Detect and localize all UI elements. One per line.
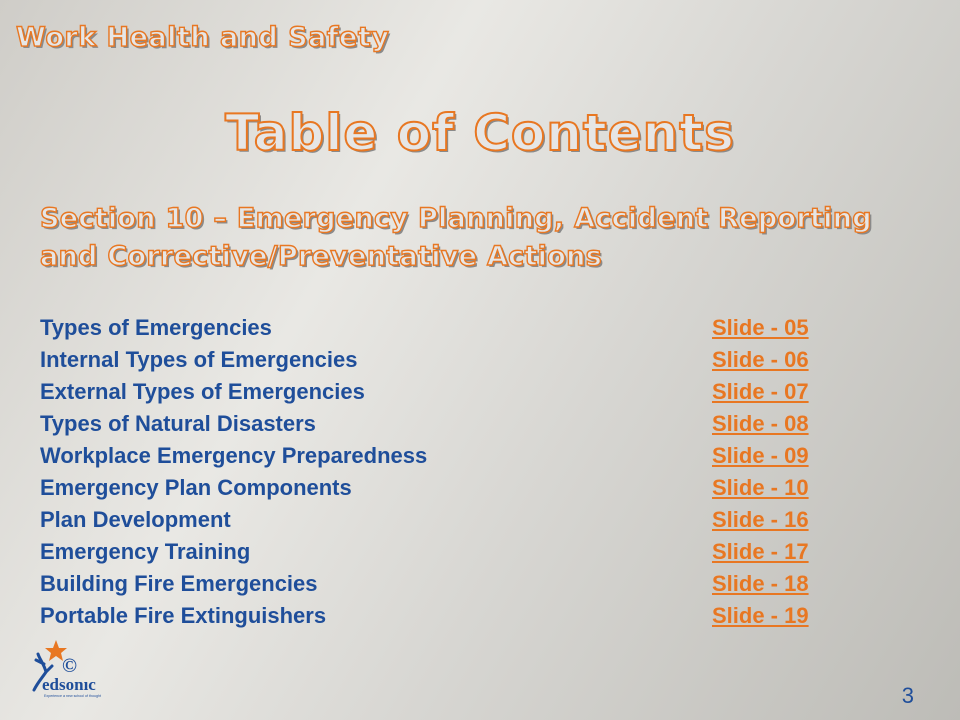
toc-slide-link[interactable]: Slide - 09	[712, 443, 809, 468]
toc-topic: Plan Development	[40, 507, 231, 532]
page-number: 3	[901, 683, 914, 708]
toc-topic: Internal Types of Emergencies	[40, 347, 358, 372]
toc-topic: Building Fire Emergencies	[40, 571, 318, 596]
toc-topic: Types of Emergencies	[40, 315, 272, 340]
logo-tagline: Experience a new school of thought	[44, 694, 101, 698]
toc-row	[40, 600, 840, 632]
toc-row	[40, 568, 840, 600]
toc-row	[40, 504, 840, 536]
toc-slide-link[interactable]: Slide - 19	[712, 603, 809, 628]
toc-row	[40, 472, 840, 504]
toc-slide-link[interactable]: Slide - 18	[712, 571, 809, 596]
toc-slide-link[interactable]: Slide - 16	[712, 507, 809, 532]
section-heading	[40, 200, 920, 276]
toc-topic: Emergency Plan Components	[40, 475, 352, 500]
toc-topic: Portable Fire Extinguishers	[40, 603, 327, 628]
toc-slide-link[interactable]: Slide - 07	[712, 379, 809, 404]
toc-slide-link[interactable]: Slide - 08	[712, 411, 809, 436]
toc-topic: Emergency Training	[40, 539, 251, 564]
section-heading-line-2: and Corrective/Preventative Actions	[40, 241, 602, 272]
section-heading-line-1: Section 10 – Emergency Planning, Accident Reporting	[40, 203, 872, 234]
toc-slide-link[interactable]: Slide - 17	[712, 539, 809, 564]
toc-topic: Types of Natural Disasters	[40, 411, 316, 436]
toc-row	[40, 376, 840, 408]
toc-slide-link[interactable]: Slide - 06	[712, 347, 809, 372]
toc-row	[40, 536, 840, 568]
toc-row	[40, 408, 840, 440]
edsonic-logo	[24, 638, 114, 700]
toc-topic: External Types of Emergencies	[40, 379, 365, 404]
toc-list	[40, 312, 840, 632]
toc-slide-link[interactable]: Slide - 05	[712, 315, 809, 340]
main-title: Table of Contents	[225, 104, 735, 162]
toc-topic: Workplace Emergency Preparedness	[40, 443, 428, 468]
toc-row	[40, 312, 840, 344]
toc-row	[40, 344, 840, 376]
toc-slide-link[interactable]: Slide - 10	[712, 475, 809, 500]
header-title: Work Health and Safety	[16, 22, 390, 53]
copyright-symbol: ©	[62, 655, 77, 677]
logo-wordmark: edsonıc	[42, 675, 96, 694]
toc-row	[40, 440, 840, 472]
